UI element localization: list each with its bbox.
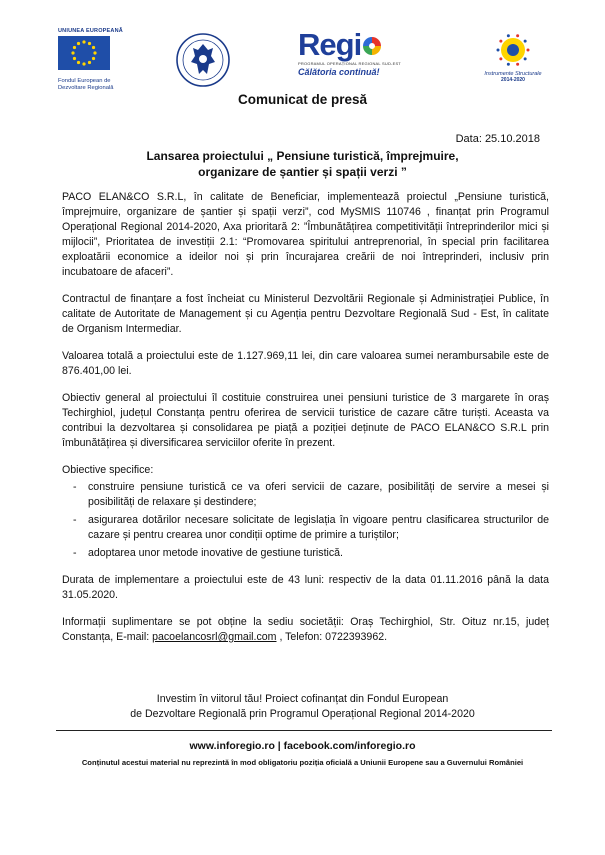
eu-star-icon <box>73 46 76 49</box>
document-title: Comunicat de presă <box>237 92 368 107</box>
paragraph-duration: Durata de implementare a proiectului este de 43 luni: respectiv de la data 01.11.2016 până la data 31.05.2020. <box>62 574 549 601</box>
ray-dot-icon <box>516 34 519 37</box>
eu-caption-line1: Fondul European de <box>58 78 111 84</box>
eu-flag-icon <box>58 36 110 70</box>
footer-disclaimer: Conținutul acestui material nu reprezintă în mod obligatoriu poziția oficială a Uniunii Europene sau a Guvernului României <box>81 758 524 767</box>
ray-dot-icon <box>516 63 519 66</box>
structural-instruments-title: Instrumente Structurale <box>484 71 542 77</box>
ray-dot-icon <box>524 40 527 43</box>
objective-item: - construire pensiune turistică ce va oferi servicii de cazare, posibilități de servire a mesei și posibilități de relaxare și destindere; <box>62 480 549 510</box>
ray-dot-icon <box>527 49 530 52</box>
eu-logo <box>58 28 138 92</box>
structural-instruments-years: 2014-2020 <box>501 77 525 83</box>
regio-slogan: Călătoria continuă! <box>298 67 380 77</box>
ray-dot-icon <box>499 40 502 43</box>
romanian-government-seal-icon <box>175 32 231 88</box>
contact-text: Informații suplimentare se pot obține la sediu societății: Oraș Techirghiol, Str. Oituz nr.15, județ Constanța, E-mail: <box>62 616 549 643</box>
ray-dot-icon <box>524 57 527 60</box>
eu-star-icon <box>71 51 74 54</box>
structural-instruments-icon <box>495 32 531 68</box>
objective-item: - adoptarea unor metode inovative de gestiune turistică. <box>62 546 549 561</box>
closing-line2: de Dezvoltare Regională prin Programul Operațional Regional 2014-2020 <box>130 708 475 720</box>
eu-star-icon <box>92 57 95 60</box>
eu-star-icon <box>92 46 95 49</box>
objectives-list <box>62 480 549 561</box>
paragraph-intro: PACO ELAN&CO S.R.L, în calitate de Beneficiar, implementează proiectul „Pensiune turistică, împrejmuire, organizare de șantier și spații verzi”, cod MySMIS 110746 , finanțat prin Programul Operațional Regional 2014-2020, Axa prioritară 2: ”Îmbunătățirea competitivității întreprinderilor mici și mijlocii”, Prioritatea de investiții 2.1: “Promovarea spiritului antreprenorial, în special prin facilitarea exploatării economice a ideilor noi și prin încurajarea creării de noi întreprinderi, inclusiv prin incubatoare de afaceri”. <box>62 191 549 278</box>
eu-caption-line2: Dezvoltare Regională <box>58 85 114 91</box>
paragraph-value: Valoarea totală a proiectului este de 1.127.969,11 lei, din care valoarea sumei nerambursabile este de 876.401,00 lei. <box>62 350 549 377</box>
contact-email-link[interactable]: pacoelancosrl@gmail.com <box>152 631 277 643</box>
eu-star-icon <box>77 61 80 64</box>
ray-dot-icon <box>507 63 510 66</box>
eu-star-icon <box>88 61 91 64</box>
eu-star-icon <box>77 42 80 45</box>
eu-label: UNIUNEA EUROPEANĂ <box>58 28 123 34</box>
subtitle-line2: organizare de șantier și spații verzi ” <box>198 165 407 179</box>
subtitle-line1: Lansarea proiectului „ Pensiune turistică, împrejmuire, <box>146 149 459 163</box>
paragraph-contact <box>62 615 549 645</box>
objective-item: - asigurarea dotărilor necesare solicitate de legislația în vigoare pentru clasificarea structurilor de cazare și pentru crearea unor condiții optime de primire a turiștilor; <box>62 513 549 543</box>
structural-instruments-logo <box>478 32 548 83</box>
regio-o-icon <box>361 35 383 57</box>
paragraph-objective: Obiectiv general al proiectului îl costituie construirea unei pensiuni turistice de 3 margarete în oraș Techirghiol, județul Constanța pentru oferirea de servicii turistice de cazare către turiști. Aceasta va contribui la dezvoltarea și consolidarea pe piață a poziției deținute de PACO ELAN&CO S.R.L prin îmbunătățirea și diversificarea serviciilor oferite în prezent. <box>62 392 549 449</box>
eu-star-icon <box>88 42 91 45</box>
ray-dot-icon <box>497 49 500 52</box>
document-date: Data: 25.10.2018 <box>455 133 540 145</box>
eu-caption <box>58 78 138 92</box>
closing-statement <box>0 692 605 722</box>
footer-web-links[interactable]: www.inforegio.ro | facebook.com/inforegio.ro <box>189 740 416 752</box>
closing-line1: Investim în viitorul tău! Proiect cofinanțat din Fondul European <box>156 693 449 705</box>
logo-row <box>0 0 605 100</box>
document-body <box>62 190 549 657</box>
document-subtitle <box>0 148 605 180</box>
eu-star-icon <box>93 51 96 54</box>
government-logo <box>175 32 231 88</box>
ray-dot-icon <box>507 34 510 37</box>
regio-word-text: Regi <box>298 27 362 62</box>
ray-dot-icon <box>499 57 502 60</box>
footer-divider <box>56 730 552 731</box>
eu-star-icon <box>82 62 85 65</box>
regio-logo <box>298 27 408 77</box>
regio-wordmark <box>298 27 408 62</box>
paragraph-contract: Contractul de finanțare a fost încheiat cu Ministerul Dezvoltării Regionale și Administrației Publice, în calitate de Autoritate de Management și cu Agenția pentru Dezvoltare Regională Sud - Est, în calitate de Organism Intermediar. <box>62 293 549 335</box>
eu-star-icon <box>73 57 76 60</box>
objectives-title: Obiective specifice: <box>62 464 154 476</box>
regio-subtitle: PROGRAMUL OPERAȚIONAL REGIONAL SUD-EST <box>298 61 401 66</box>
contact-phone-text: , Telefon: 0722393962. <box>276 631 388 643</box>
eu-star-icon <box>82 40 85 43</box>
